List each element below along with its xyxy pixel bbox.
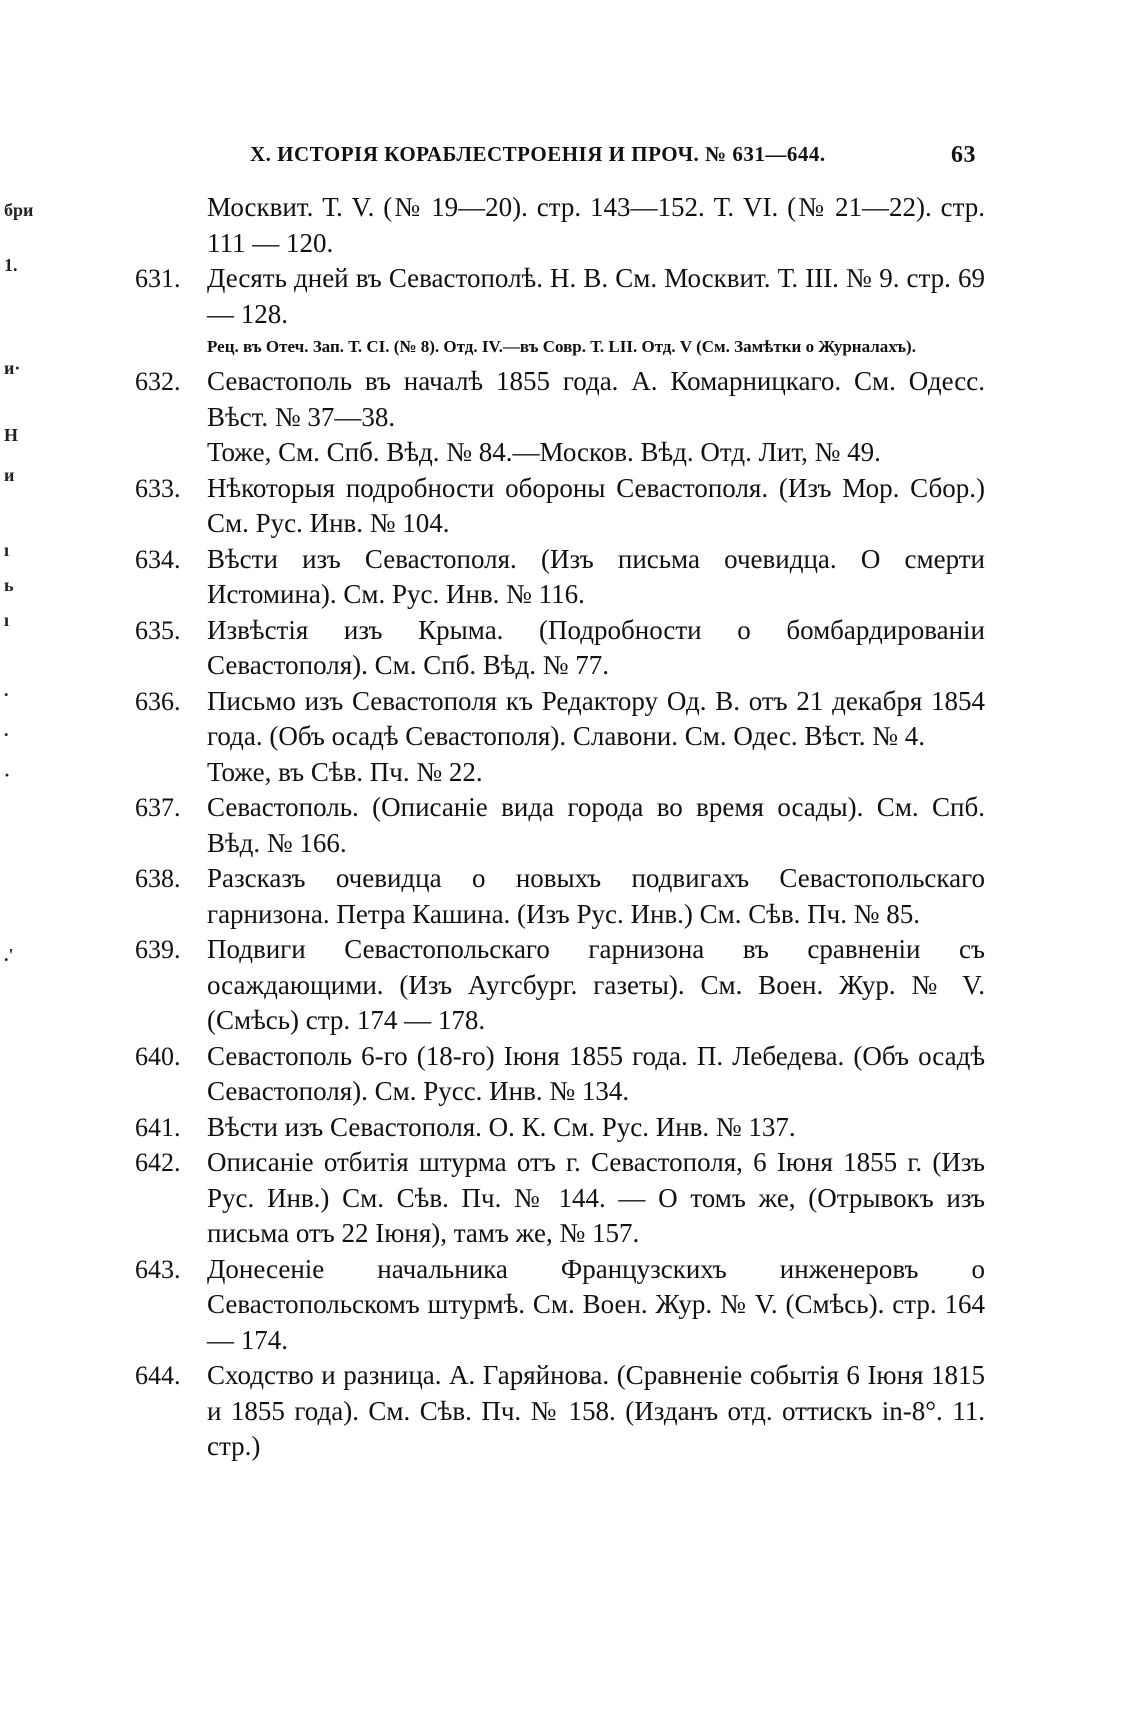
margin-mark: и [4,465,15,485]
entry-number: 631. [135,264,181,293]
entry-text: Письмо изъ Севастополя къ Редактору Од. В. отъ 21 декабря 1854 года. (Объ осадѣ Севастополя). Славони. См. Одес. Вѣст. № 4. [207,685,985,751]
entry-641 [135,1110,985,1146]
bibliography-list [135,190,985,1465]
margin-mark: Н [4,425,19,445]
entry-636 [135,684,985,755]
entry-number: 632. [135,367,181,396]
entry-643 [135,1252,985,1359]
margin-mark: . [4,720,9,740]
entry-text: Севастополь въ началѣ 1855 года. А. Комарницкаго. См. Одесс. Вѣст. № 37—38. [207,366,985,432]
entry-text: Сходство и разница. А. Гаряйнова. (Сравненіе событія 6 Іюня 1815 и 1855 года). См. Сѣв. Пч. № 158. (Изданъ отд. оттискъ in-8°. 11. стр.) [207,1360,985,1461]
entry-634 [135,542,985,613]
header-title: X. ИСТОРІЯ КОРАБЛЕСТРОЕНІЯ И ПРОЧ. № 631—644. [250,142,826,166]
entry-text: Извѣстія изъ Крыма. (Подробности о бомбардированіи Севастополя). См. Спб. Вѣд. № 77. [207,614,985,680]
entry-number: 644. [135,1361,181,1390]
margin-mark: · [4,765,11,785]
entry-text: Донесеніе начальника Французскихъ инженеровъ о Севастопольскомъ штурмѣ. См. Воен. Жур. № V. (Смѣсь). стр. 164 — 174. [207,1253,985,1355]
entry-text: Десять дней въ Севастополѣ. Н. В. См. Москвит. Т. III. № 9. стр. 69 — 128. [207,263,985,329]
entry-text: Вѣсти изъ Севастополя. (Изъ письма очевидца. О смерти Истомина). См. Рус. Инв. № 116. [207,543,985,609]
entry-number: 640. [135,1041,181,1071]
margin-mark: бри [4,200,34,220]
entry-639 [135,932,985,1039]
entry-number: 635. [135,615,181,645]
entry-text: Подвиги Севастопольскаго гарнизона въ сравненіи съ осаждающими. (Изъ Аугсбург. газеты). См. Воен. Жур. № V. (Смѣсь) стр. 174 — 178. [207,934,985,1035]
entry-note: Рец. въ Отеч. Зап. Т. CI. (№ 8). Отд. IV.—въ Совр. Т. LII. Отд. V (См. Замѣтки о Журналахъ). [207,337,916,356]
entry-continuation: Тоже, въ Сѣв. Пч. № 22. [207,756,483,787]
entry-number: 637. [135,793,181,822]
entry-text: Разсказъ очевидца о новыхъ подвигахъ Севастопольскаго гарнизона. Петра Кашина. (Изъ Рус. Инв.) См. Сѣв. Пч. № 85. [207,863,985,929]
entry-number: 636. [135,686,181,716]
page-number: 63 [951,142,976,168]
entry-number: 641. [135,1112,181,1142]
margin-mark: . [4,680,9,700]
entry-number: 642. [135,1148,181,1177]
entry-631 [135,261,985,332]
entry-635 [135,613,985,684]
entry-number: 634. [135,544,181,574]
entry-text: Севастополь. (Описаніе вида города во время осады). См. Спб. Вѣд. № 166. [207,792,985,858]
margin-mark: ı [4,610,10,630]
entry-642 [135,1145,985,1252]
continuation-text: Москвит. Т. V. (№ 19—20). стр. 143—152. Т. VI. (№ 21—22). стр. 111 — 120. [207,192,985,258]
margin-mark: ı [4,540,10,560]
entry-644 [135,1358,985,1465]
entry-number: 643. [135,1254,181,1284]
entry-text: Нѣкоторыя подробности обороны Севастополя. (Изъ Мор. Сбор.) См. Рус. Инв. № 104. [207,472,985,538]
entry-633 [135,471,985,542]
margin-mark: ь [4,575,14,595]
margin-mark: .' [4,945,14,965]
margin-mark: и· [4,358,21,378]
entry-number: 639. [135,935,181,964]
entry-637 [135,790,985,861]
entry-632 [135,364,985,435]
entry-number: 638. [135,864,181,893]
entry-continuation: Тоже, См. Спб. Вѣд. № 84.—Москов. Вѣд. Отд. Лит, № 49. [207,437,881,467]
entry-640 [135,1039,985,1110]
entry-text: Вѣсти изъ Севастополя. О. К. См. Рус. Инв. № 137. [207,1111,796,1142]
margin-mark: 1. [4,255,18,275]
entry-638 [135,861,985,932]
entry-text: Описаніе отбитія штурма отъ г. Севастополя, 6 Іюня 1855 г. (Изъ Рус. Инв.) См. Сѣв. Пч. № 144. — О томъ же, (Отрывокъ изъ письма отъ 22 Іюня), тамъ же, № 157. [207,1147,985,1248]
entry-text: Севастополь 6-го (18-го) Іюня 1855 года. П. Лебедева. (Объ осадѣ Севастополя). См. Русс. Инв. № 134. [207,1040,985,1106]
entry-number: 633. [135,473,181,503]
